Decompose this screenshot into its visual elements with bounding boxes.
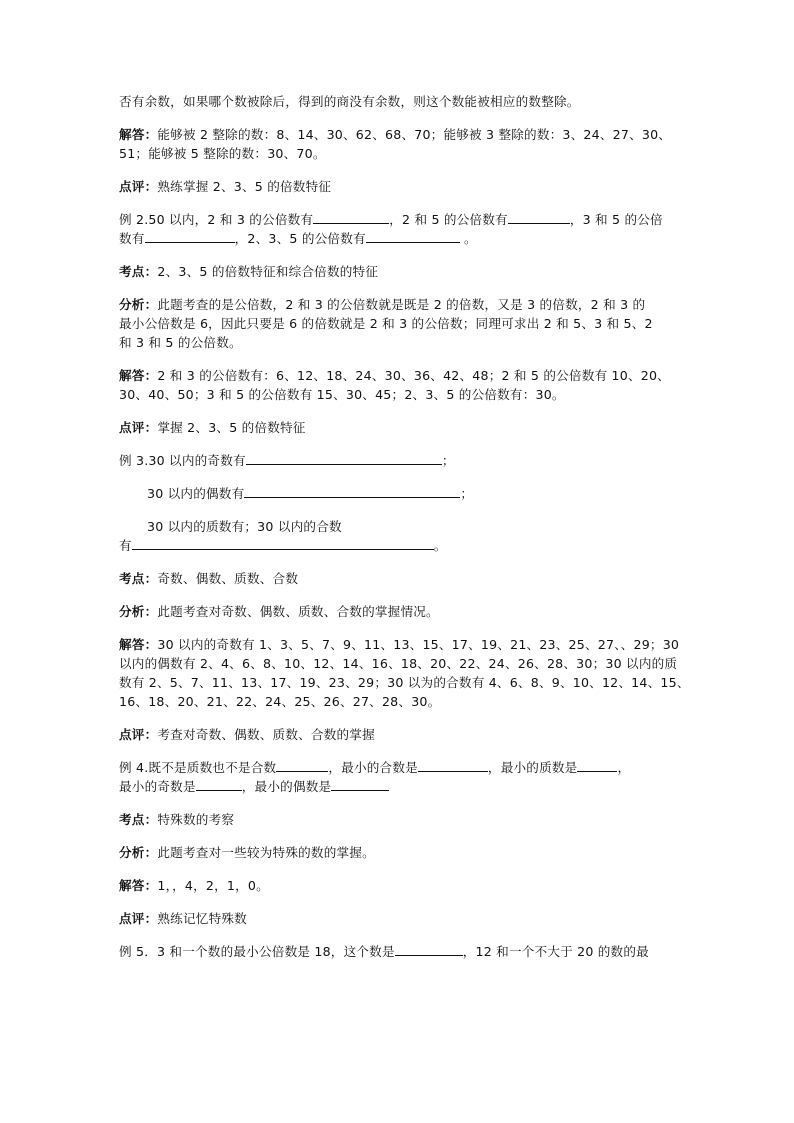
answer-blank[interactable]: [331, 777, 389, 791]
point-text: 特殊数的考察: [157, 812, 235, 827]
question-text: 30 以内的偶数有: [147, 486, 245, 501]
example2-question: [119, 210, 679, 248]
answer-blank[interactable]: [366, 229, 460, 243]
point-label: 考点：: [119, 264, 158, 279]
example4-analysis: [119, 843, 679, 862]
example4-point: [119, 810, 679, 829]
comment-label: 点评：: [119, 179, 158, 194]
question-text: ，: [617, 760, 631, 775]
question-text: ，12 和一个不大于 20 的数的最: [462, 944, 649, 959]
question-text: 例 4.既不是质数也不是合数: [119, 760, 277, 775]
example2-comment: [119, 418, 679, 437]
point-label: 考点：: [119, 571, 158, 586]
example4-question: [119, 758, 679, 796]
question-text: ；: [441, 453, 455, 468]
question-text: ，2、3、5 的公倍数有: [234, 231, 366, 246]
example2-answer: [119, 366, 679, 404]
answer-blank[interactable]: [276, 758, 328, 772]
example3-question: [119, 451, 679, 555]
example4-answer: [119, 876, 679, 895]
question-text: 最小的奇数是: [119, 779, 196, 794]
comment-text: 熟练掌握 2、3、5 的倍数特征: [157, 179, 332, 194]
comment-text: 考查对奇数、偶数、质数、合数的掌握: [157, 727, 375, 742]
example3-comment: [119, 725, 679, 744]
point-text: 2、3、5 的倍数特征和综合倍数的特征: [157, 264, 379, 279]
analysis-text-line: 最小公倍数是 6，因此只要是 6 的倍数就是 2 和 3 的公倍数；同理可求出 2 和 5、3 和 5、2: [119, 316, 653, 331]
answer-text: 1，，4，2，1，0。: [157, 878, 269, 893]
example3-answer: [119, 635, 690, 711]
analysis-text-line: 和 3 和 5 的公倍数。: [119, 335, 242, 350]
answer-text-line: 30、40、50；3 和 5 的公倍数有 15、30、45；2、3、5 的公倍数有：30。: [119, 387, 565, 402]
answer-text-line: 以内的偶数有 2、4、6、8、10、12、14、16、18、20、22、24、26、28、30；30 以内的质: [119, 656, 678, 671]
answer-blank[interactable]: [418, 758, 488, 772]
answer-blank[interactable]: [508, 210, 570, 224]
answer-blank[interactable]: [145, 229, 235, 243]
analysis-label: 分析：: [119, 845, 158, 860]
answer-text-line: 2 和 3 的公倍数有：6、12、18、24、30、36、42、48；2 和 5 的公倍数有 10、20、: [157, 368, 670, 383]
point-text: 奇数、偶数、质数、合数: [157, 571, 299, 586]
analysis-text: 此题考查对奇数、偶数、质数、合数的掌握情况。: [157, 604, 439, 619]
analysis-text-line: 此题考查的是公倍数，2 和 3 的公倍数就是既是 2 的倍数，又是 3 的倍数，2 和 3 的: [157, 297, 646, 312]
question-text: 30 以内的质数有；30 以内的合数: [147, 519, 342, 534]
question-text: ，最小的偶数是: [241, 779, 332, 794]
analysis-text: 此题考查对一些较为特殊的数的掌握。: [157, 845, 375, 860]
question-text: 。: [464, 231, 477, 246]
intro-tail-paragraph: 否有余数，如果哪个数被除后，得到的商没有余数，则这个数能被相应的数整除。: [119, 94, 580, 109]
example3-analysis: [119, 602, 679, 621]
comment-label: 点评：: [119, 420, 158, 435]
question-text: 有: [119, 538, 132, 553]
question-text: 例 3.30 以内的奇数有: [119, 453, 246, 468]
example3-point: [119, 569, 679, 588]
answer-blank[interactable]: [132, 536, 434, 550]
example1-comment: [119, 177, 679, 196]
question-text: 例 2.50 以内，2 和 3 的公倍数有: [119, 212, 314, 227]
comment-label: 点评：: [119, 911, 158, 926]
example5-question: [119, 942, 679, 961]
answer-text-line: 16、18、20、21、22、24、25、26、27、28、30。: [119, 694, 441, 709]
question-text: ，最小的合数是: [328, 760, 418, 775]
question-text: 。: [433, 538, 447, 553]
question-text: ，最小的质数是: [487, 760, 578, 775]
answer-blank[interactable]: [395, 942, 463, 956]
analysis-label: 分析：: [119, 604, 158, 619]
answer-blank[interactable]: [244, 484, 460, 498]
example2-point: [119, 262, 679, 281]
question-text: ，3 和 5 的公倍: [569, 212, 663, 227]
comment-text: 掌握 2、3、5 的倍数特征: [157, 420, 306, 435]
point-label: 考点：: [119, 812, 158, 827]
answer-text-line: 能够被 2 整除的数：8、14、30、62、68、70；能够被 3 整除的数：3、24、27、30、: [157, 127, 672, 142]
answer-blank[interactable]: [196, 777, 242, 791]
answer-label: 解答：: [119, 878, 158, 893]
answer-label: 解答：: [119, 127, 158, 142]
answer-text-line: 数有 2、5、7、11、13、17、19、23、29；30 以为的合数有 4、6、8、9、10、12、14、15、: [119, 675, 690, 690]
document-body: [119, 92, 690, 975]
answer-blank[interactable]: [246, 451, 442, 465]
comment-text: 熟练记忆特殊数: [157, 911, 247, 926]
analysis-label: 分析：: [119, 297, 158, 312]
answer-label: 解答：: [119, 368, 158, 383]
example1-answer: [119, 125, 679, 163]
answer-blank[interactable]: [577, 758, 617, 772]
question-text: 例 5．3 和一个数的最小公倍数是 18，这个数是: [119, 944, 395, 959]
example4-comment: [119, 909, 679, 928]
answer-text-line: 30 以内的奇数有 1、3、5、7、9、11、13、15、17、19、21、23、25、27、、29；30: [157, 637, 680, 652]
answer-label: 解答：: [119, 637, 158, 652]
answer-blank[interactable]: [313, 210, 389, 224]
question-text: ；: [460, 486, 474, 501]
question-text: ，2 和 5 的公倍数有: [389, 212, 508, 227]
example2-analysis: [119, 295, 679, 352]
comment-label: 点评：: [119, 727, 158, 742]
answer-text-line: 51；能够被 5 整除的数：30、70。: [119, 146, 326, 161]
question-text: 数有: [119, 231, 145, 246]
